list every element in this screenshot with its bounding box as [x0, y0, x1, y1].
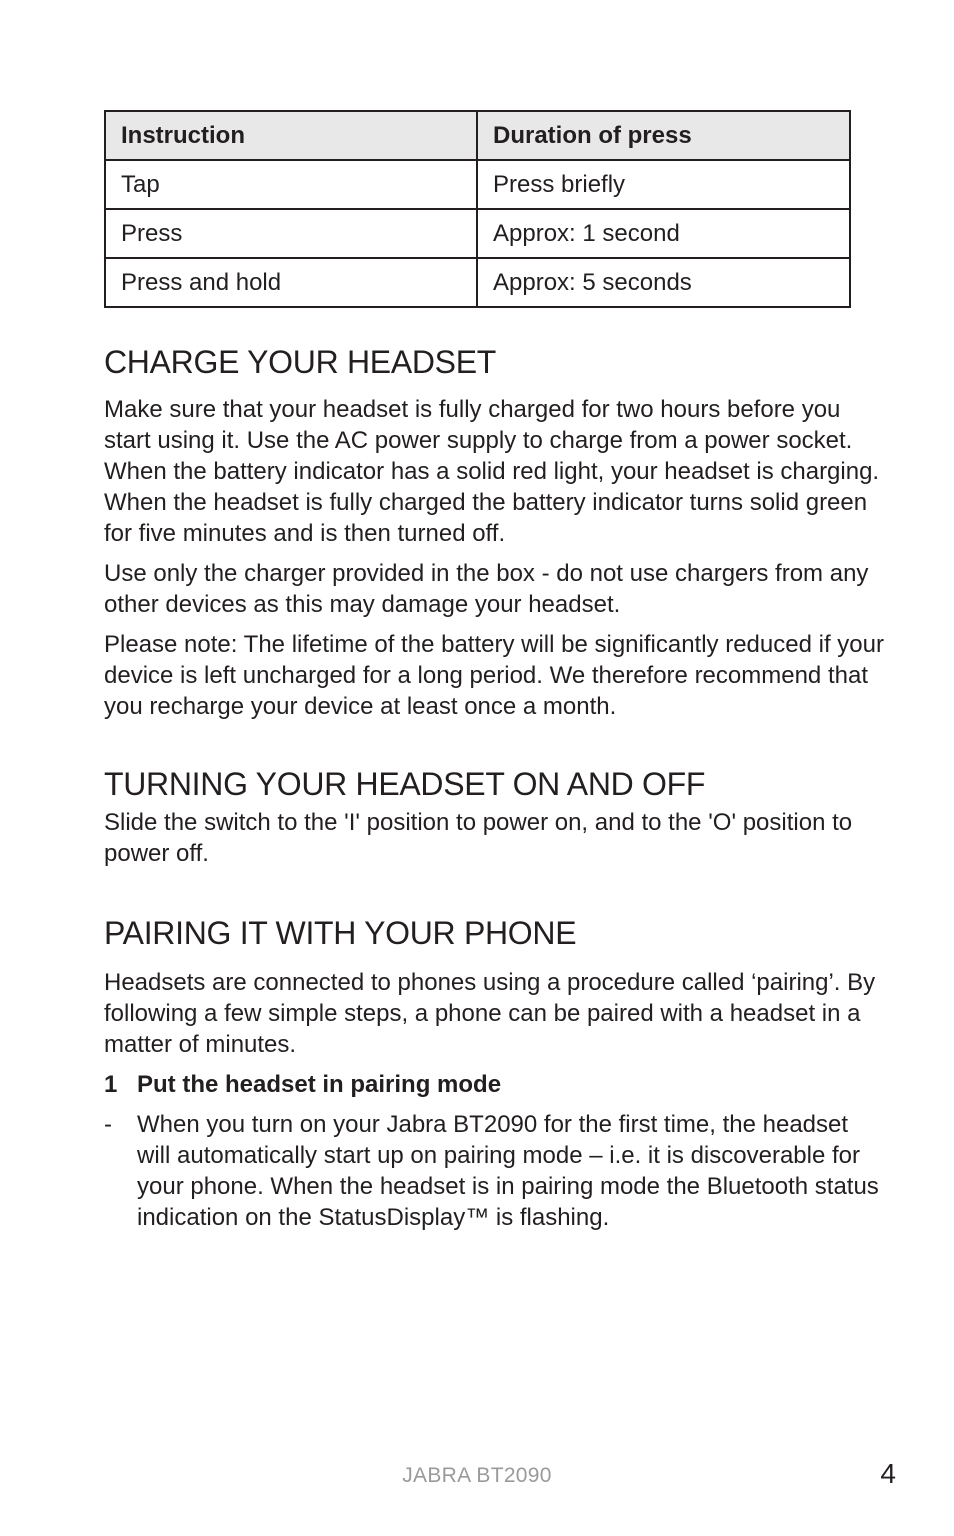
footer-brand: JABRA BT2090 — [402, 1464, 552, 1487]
charge-heading: CHARGE YOUR HEADSET — [104, 344, 497, 380]
manual-page — [104, 110, 884, 1233]
table-row — [105, 160, 850, 209]
charge-section — [104, 342, 884, 722]
table-header-instruction: Instruction — [105, 111, 477, 160]
table-row — [105, 209, 850, 258]
page-number: 4 — [880, 1458, 896, 1489]
charge-paragraph-3: Please note: The lifetime of the battery will be significantly reduced if your device is left uncharged for a long period. We therefore recommend that you recharge your device at least once a month. — [104, 631, 884, 720]
table-header-row — [105, 111, 850, 160]
table-cell: Approx: 5 seconds — [477, 258, 850, 307]
power-paragraph: Slide the switch to the 'I' position to power on, and to the 'O' position to power off. — [104, 809, 853, 867]
pairing-heading: PAIRING IT WITH YOUR PHONE — [104, 915, 577, 951]
table-cell: Press briefly — [477, 160, 850, 209]
step-title: Put the headset in pairing mode — [137, 1071, 502, 1098]
table-cell: Press and hold — [105, 258, 477, 307]
table-cell: Tap — [105, 160, 477, 209]
step-number: 1 — [104, 1071, 118, 1098]
table-row — [105, 258, 850, 307]
charge-paragraph-1: Make sure that your headset is fully charged for two hours before you start using it. Use the AC power supply to charge from a power socket. When the battery indicator has a solid red light, your headset is charging. When the headset is fully charged the battery indicator turns solid green for five minutes and is then turned off. — [104, 396, 880, 547]
power-section — [104, 764, 884, 869]
table-cell: Press — [105, 209, 477, 258]
press-duration-table — [104, 110, 851, 308]
pairing-section — [104, 913, 884, 1233]
table-header-duration: Duration of press — [477, 111, 850, 160]
bullet-dash: - — [104, 1111, 112, 1138]
pairing-step — [104, 1069, 884, 1100]
bullet-text: When you turn on your Jabra BT2090 for the first time, the headset will automatically start up on pairing mode – i.e. it is discoverable for your phone. When the headset is in pairing mode the Bluetooth status indication on the StatusDisplay™ is flashing. — [137, 1111, 879, 1231]
table-cell: Approx: 1 second — [477, 209, 850, 258]
pairing-bullet — [104, 1109, 884, 1233]
power-heading: TURNING YOUR HEADSET ON AND OFF — [104, 766, 706, 802]
charge-paragraph-2: Use only the charger provided in the box - do not use chargers from any other devices as this may damage your headset. — [104, 560, 869, 618]
pairing-paragraph: Headsets are connected to phones using a procedure called ‘pairing’. By following a few simple steps, a phone can be paired with a headset in a matter of minutes. — [104, 969, 876, 1058]
